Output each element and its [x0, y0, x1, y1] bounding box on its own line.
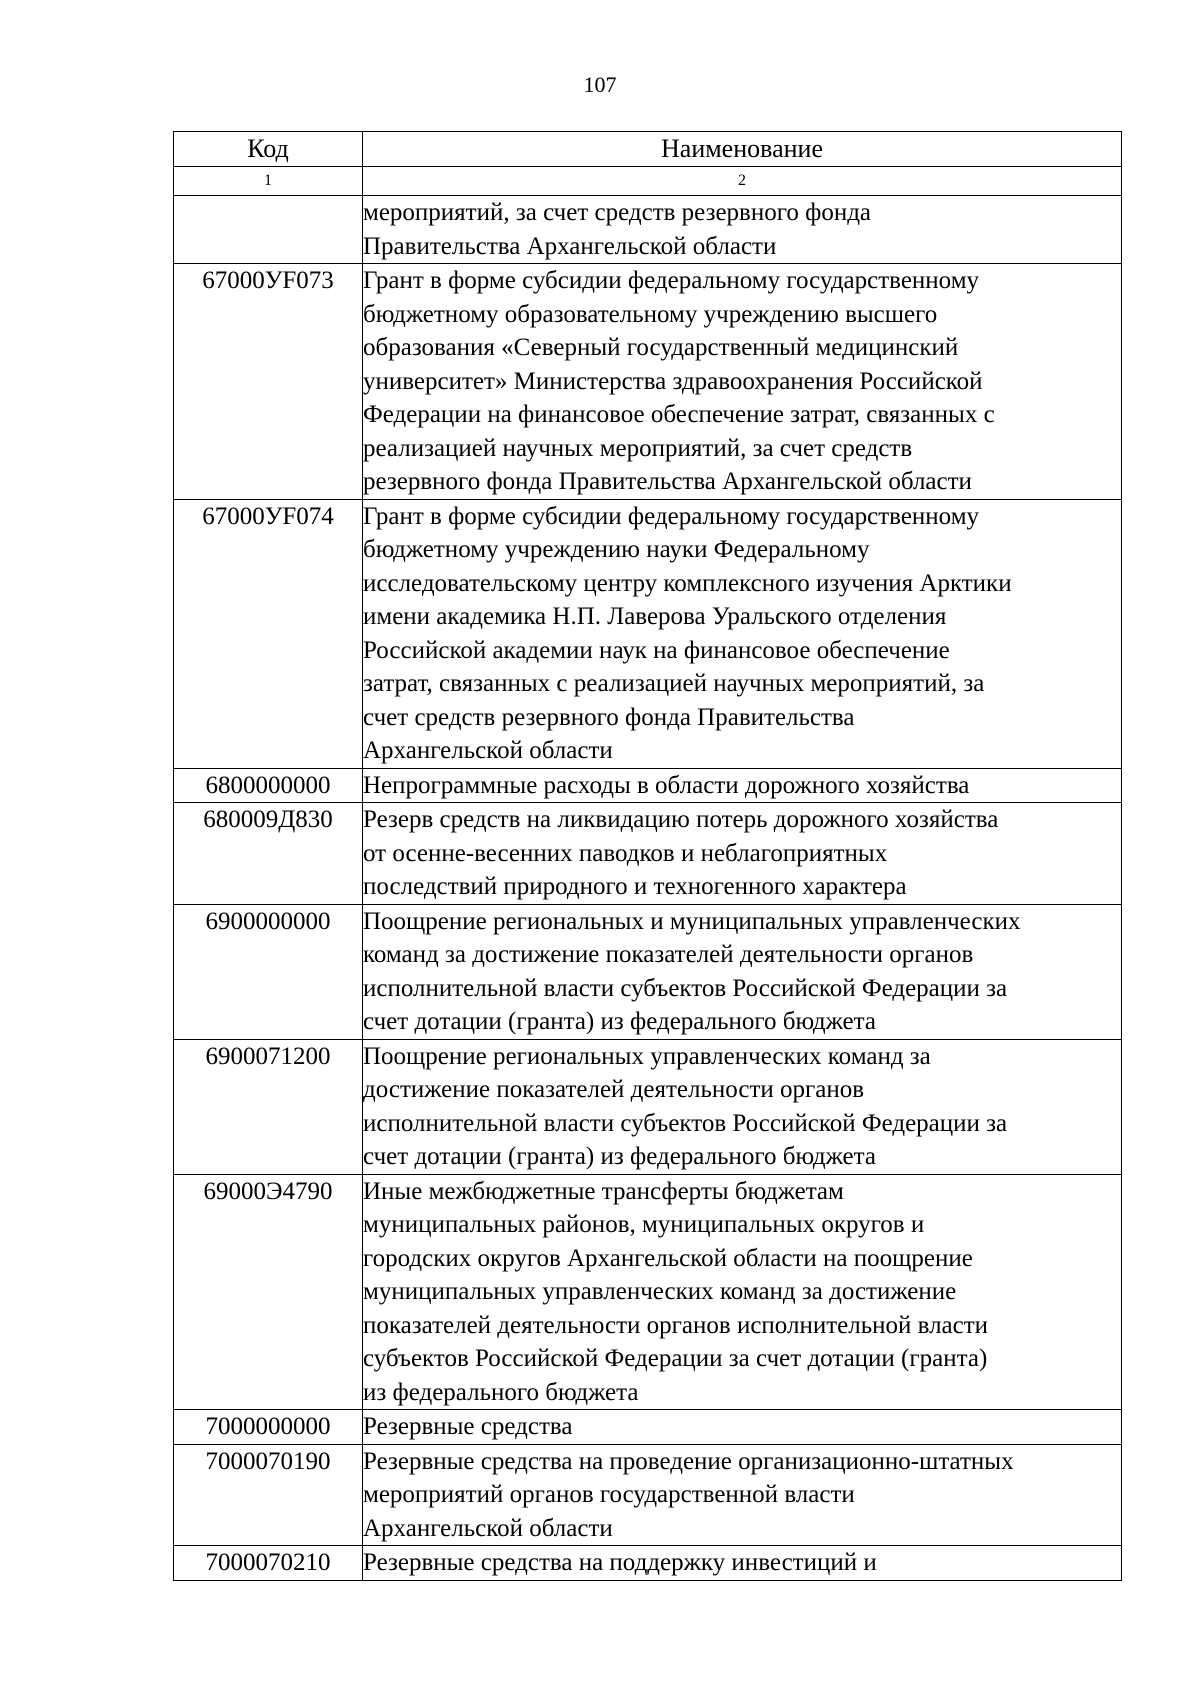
row-name-line: Непрограммные расходы в области дорожного хозяйства	[363, 771, 970, 799]
row-name	[363, 803, 1122, 905]
row-name-line: счет средств резервного фонда Правительства	[363, 703, 855, 731]
row-name-line: исполнительной власти субъектов Российской Федерации за	[363, 974, 1008, 1002]
page-number: 107	[583, 72, 617, 97]
table-row	[174, 904, 1122, 1039]
budget-code-table	[173, 131, 1122, 1581]
row-name-line: исполнительной власти субъектов Российской Федерации за	[363, 1109, 1008, 1137]
table-row	[174, 768, 1122, 803]
row-name-line: субъектов Российской Федерации за счет дотации (гранта)	[363, 1345, 988, 1372]
row-name-line: Грант в форме субсидии федеральному государственному	[363, 267, 980, 294]
row-code: 6900071200	[174, 1039, 363, 1174]
column-number-row	[174, 167, 1122, 196]
row-name	[363, 499, 1122, 768]
row-code: 67000УF073	[174, 264, 363, 500]
row-name-line: затрат, связанных с реализацией научных мероприятий, за	[363, 670, 985, 697]
row-name-line: счет дотации (гранта) из федерального бюджета	[363, 1008, 876, 1035]
header-code: Код	[174, 132, 363, 167]
row-name-line: Федерации на финансовое обеспечение затрат, связанных с	[363, 401, 995, 428]
table-body	[174, 196, 1122, 1581]
row-name-line: Поощрение региональных управленческих команд за	[363, 1042, 931, 1070]
row-name-line: Российской академии наук на финансовое обеспечение	[363, 636, 950, 664]
row-code: 7000000000	[174, 1410, 363, 1445]
row-code: 67000УF074	[174, 499, 363, 768]
row-name-line: Грант в форме субсидии федеральному государственному	[363, 502, 980, 530]
row-name-line: бюджетному образовательному учреждению высшего	[363, 300, 938, 328]
table-row	[174, 1444, 1122, 1546]
table-row	[174, 1410, 1122, 1445]
table-row	[174, 264, 1122, 500]
row-code: 6800000000	[174, 768, 363, 803]
row-name-line: достижение показателей деятельности органов	[363, 1076, 865, 1103]
row-name-line: показателей деятельности органов исполнительной власти	[363, 1311, 989, 1339]
table-row	[174, 803, 1122, 905]
row-name-line: имени академика Н.П. Лаверова Уральского отделения	[363, 603, 947, 630]
row-name	[363, 1410, 1122, 1445]
row-name-line: из федерального бюджета	[363, 1378, 639, 1406]
row-name-line: мероприятий органов государственной власти	[363, 1481, 855, 1508]
row-name-line: Правительства Архангельской области	[363, 232, 777, 260]
row-code: 69000Э4790	[174, 1174, 363, 1410]
table-row	[174, 1546, 1122, 1581]
column-number-code: 1	[174, 167, 363, 196]
row-name-line: Резервные средства	[363, 1413, 573, 1440]
table-row	[174, 1174, 1122, 1410]
row-name-line: муниципальных районов, муниципальных округов и	[363, 1211, 925, 1238]
header-name: Наименование	[363, 132, 1122, 167]
row-code: 680009Д830	[174, 803, 363, 905]
row-name-line: Поощрение региональных и муниципальных управленческих	[363, 907, 1021, 935]
row-name-line: Иные межбюджетные трансферты бюджетам	[363, 1177, 844, 1205]
row-name-line: команд за достижение показателей деятельности органов	[363, 941, 974, 968]
row-name	[363, 1444, 1122, 1546]
column-number-name: 2	[363, 167, 1122, 196]
row-name-line: Архангельской области	[363, 737, 613, 764]
row-name	[363, 1174, 1122, 1410]
table-header-row	[174, 132, 1122, 167]
table-row	[174, 196, 1122, 264]
row-name-line: Резервные средства на поддержку инвестиций и	[363, 1549, 877, 1576]
row-name-line: муниципальных управленческих команд за достижение	[363, 1278, 957, 1305]
row-name-line: счет дотации (гранта) из федерального бюджета	[363, 1143, 876, 1170]
row-name-line: последствий природного и техногенного характера	[363, 873, 907, 900]
row-code: 6900000000	[174, 904, 363, 1039]
row-name	[363, 1039, 1122, 1174]
row-name-line: исследовательскому центру комплексного изучения Арктики	[363, 569, 1012, 597]
row-name-line: бюджетному учреждению науки Федеральному	[363, 536, 870, 563]
row-name-line: Резерв средств на ликвидацию потерь дорожного хозяйства	[363, 806, 999, 833]
row-name-line: Резервные средства на проведение организационно-штатных	[363, 1447, 1014, 1475]
row-name	[363, 196, 1122, 264]
row-code: 7000070210	[174, 1546, 363, 1581]
row-code	[174, 196, 363, 264]
row-name	[363, 904, 1122, 1039]
row-name	[363, 768, 1122, 803]
row-name-line: образования «Северный государственный медицинский	[363, 334, 959, 361]
row-name-line: Архангельской области	[363, 1514, 613, 1542]
row-name-line: от осенне-весенних паводков и неблагоприятных	[363, 839, 888, 867]
row-name-line: реализацией научных мероприятий, за счет средств	[363, 434, 913, 462]
row-code: 7000070190	[174, 1444, 363, 1546]
row-name-line: городских округов Архангельской области на поощрение	[363, 1244, 973, 1272]
row-name	[363, 264, 1122, 500]
row-name-line: резервного фонда Правительства Архангельской области	[363, 468, 972, 495]
table-row	[174, 499, 1122, 768]
row-name	[363, 1546, 1122, 1581]
table-row	[174, 1039, 1122, 1174]
row-name-line: мероприятий, за счет средств резервного фонда	[363, 199, 872, 226]
row-name-line: университет» Министерства здравоохранения Российской	[363, 367, 983, 395]
